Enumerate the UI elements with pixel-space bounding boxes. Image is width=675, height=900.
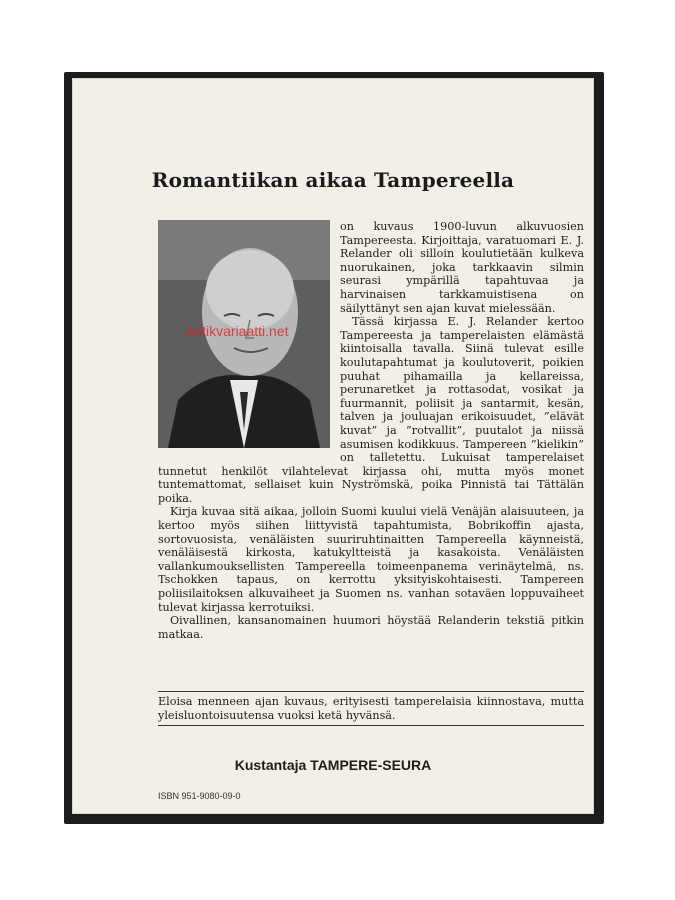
isbn-number: ISBN 951-9080-09-0: [158, 791, 241, 801]
description-text: [158, 220, 584, 641]
summary-box: Eloisa menneen ajan kuvaus, erityisesti tamperelaisia kiinnostava, mutta yleisluontoisuutensa vuoksi ketä hyvänsä.: [158, 691, 584, 726]
description-paragraph: Kirja kuvaa sitä aikaa, jolloin Suomi kuului vielä Venäjän alaisuuteen, ja kertoo myös siihen liittyvistä tapahtumista, Bobrikoffin ajasta, sortovuosista, venäläisten suuriruhtinaitten Tampereella käynneistä, venäläisestä kirkosta, katukyltteistä ja kasakoista. Venäläisten vallankumouksellisten Tampereella toimeenpanema verinäytelmä, ns. Tschokken tapaus, on kerrottu yksityiskohtaisesti. Tampereen poliisilaitoksen alkuvaiheet ja Suomen ns. vanhan sotaväen loppuvaiheet tulevat kirjassa kerrotuiksi.: [158, 505, 584, 614]
description-paragraph: on kuvaus 1900-luvun alkuvuosien Tampereesta. Kirjoittaja, varatuomari E. J. Relander oli silloin koulutietään kulkeva nuorukainen, joka tarkkaavin silmin seurasi ympärillä tapahtuvaa ja harvinaisen tarkkamuistisena on säilyttänyt sen ajan kuvat mielessään.: [340, 220, 584, 315]
back-cover: [72, 78, 594, 814]
description-paragraph: Oivallinen, kansanomainen huumori höystää Relanderin tekstiä pitkin matkaa.: [158, 614, 584, 641]
publisher-line: Kustantaja TAMPERE-SEURA: [234, 757, 432, 773]
book-title: Romantiikan aikaa Tampereella: [151, 168, 515, 192]
description-paragraph: Tässä kirjassa E. J. Relander kertoo Tampereesta ja tamperelaisten elämästä kiintoisalla tavalla. Siinä tulevat esille koulutapahtumat ja koulutoverit, poikien puuhat pihamailla ja kellareissa, perunaretket ja rottasodat, vosikat ja fuurmannit, poliisit ja santarmit, kesän, talven ja jouluajan erikoisuudet, ”elävät kuvat” ja ”rotvallit”, puutalot ja niissä asumisen kodikkuus. Tampereen ”kielikin” on talletettu. Lukuisat tamperelaiset tunnetut henkilöt vilahtelevat kirjassa ohi, mutta myös monet tuntemattomat, sellaiset kuin Nyströmskä, poika Pinnistä tai Tättälän poika.: [158, 315, 584, 505]
watermark: Antikvariaatti.net: [185, 323, 289, 339]
